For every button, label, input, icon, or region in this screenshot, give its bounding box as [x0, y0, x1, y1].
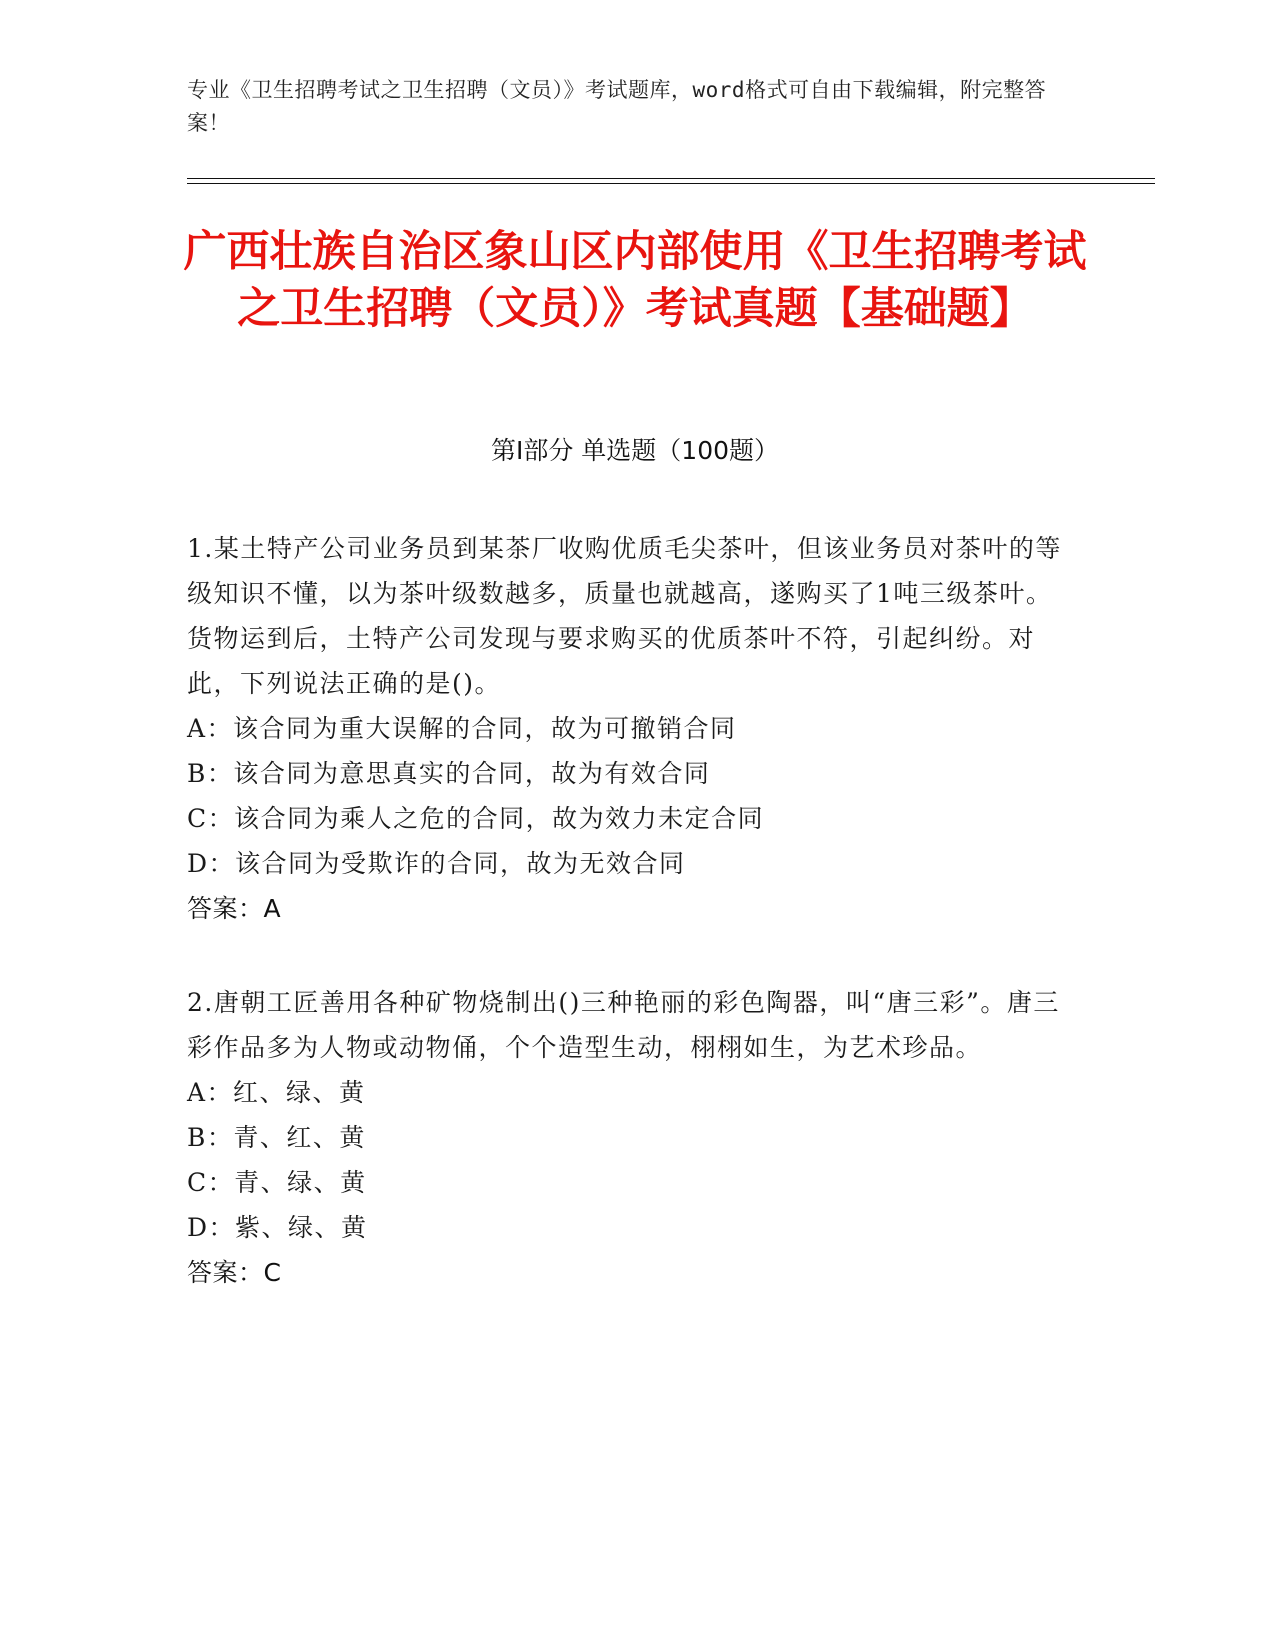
option-a: A：该合同为重大误解的合同，故为可撤销合同 [187, 714, 737, 743]
option-b: B：青、红、黄 [187, 1123, 366, 1152]
answer-label: 答案：A [187, 894, 282, 923]
header-divider-bottom [187, 183, 1155, 184]
option-d: D：该合同为受欺诈的合同，故为无效合同 [187, 849, 686, 878]
answer-label: 答案：C [187, 1258, 282, 1287]
section-title: 第Ⅰ部分 单选题（100题） [490, 436, 780, 465]
option-c: C：青、绿、黄 [187, 1168, 367, 1197]
question-2 [187, 980, 1067, 1295]
header-divider-top [187, 178, 1155, 179]
option-d: D：紫、绿、黄 [187, 1213, 368, 1242]
option-c: C：该合同为乘人之危的合同，故为效力未定合同 [187, 804, 765, 833]
question-1 [187, 526, 1067, 931]
document-title: 广西壮族自治区象山区内部使用《卫生招聘考试之卫生招聘（文员）》考试真题【基础题】 [183, 227, 1087, 334]
header-note: 专业《卫生招聘考试之卫生招聘（文员）》考试题库，word格式可自由下载编辑，附完整答案！ [187, 78, 1047, 135]
question-stem: 1.某土特产公司业务员到某茶厂收购优质毛尖茶叶，但该业务员对茶叶的等级知识不懂，以为茶叶级数越多，质量也就越高，遂购买了1吨三级茶叶。货物运到后，土特产公司发现与要求购买的优质茶叶不符，引起纠纷。对此，下列说法正确的是()。 [187, 534, 1062, 698]
option-a: A：红、绿、黄 [187, 1078, 366, 1107]
option-b: B：该合同为意思真实的合同，故为有效合同 [187, 759, 711, 788]
question-stem: 2.唐朝工匠善用各种矿物烧制出()三种艳丽的彩色陶器，叫“唐三彩”。唐三彩作品多为人物或动物俑，个个造型生动，栩栩如生，为艺术珍品。 [187, 988, 1060, 1062]
